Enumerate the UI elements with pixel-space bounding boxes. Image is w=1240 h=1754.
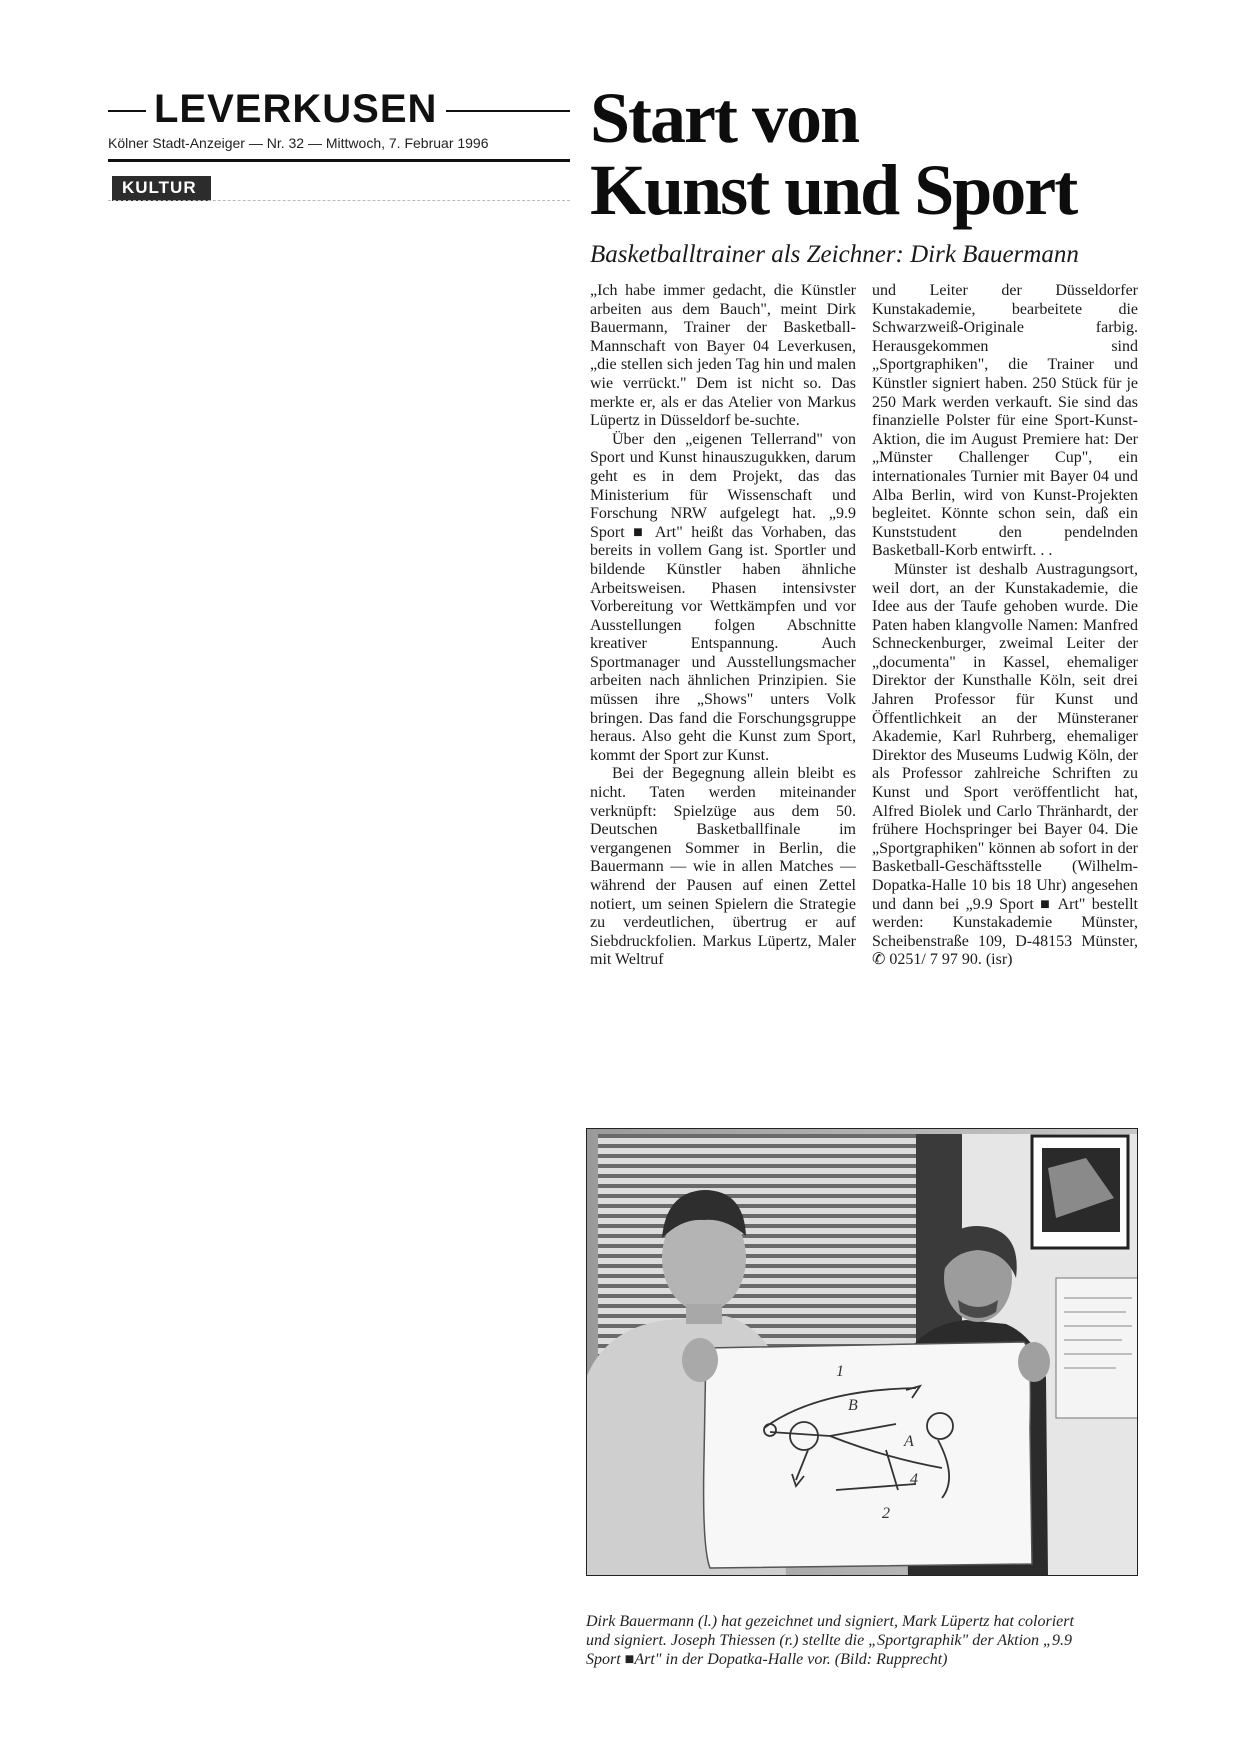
- sketch-label-a: A: [904, 1433, 914, 1450]
- photo-caption: Dirk Bauermann (l.) hat gezeichnet und signiert, Mark Lüpertz hat coloriert und signiert. Joseph Thiessen (r.) stellte die „Sportgraphik" der Aktion „9.9 Sport ■Art" in der Dopatka-Halle vor. (Bild: Rupprecht): [586, 1613, 1074, 1668]
- sketch-label-b: B: [848, 1397, 858, 1414]
- article-photo: [586, 1128, 1138, 1576]
- issue-line: Kölner Stadt-Anzeiger — Nr. 32 — Mittwoch, 7. Februar 1996: [108, 134, 570, 162]
- headline: [590, 78, 1150, 230]
- section-title: LEVERKUSEN: [154, 87, 438, 131]
- photo-halftone-icon: [586, 1128, 1138, 1576]
- section-rule-left: [108, 110, 146, 112]
- rubric-row: [108, 172, 570, 206]
- paragraph: Bei der Begegnung allein bleibt es nicht. Taten werden miteinander verknüpft: Spielzüge aus dem 50. Deutschen Basketballfinale im vergangenen Sommer in Berlin, die Bauermann — wie in allen Matches — während der Pausen auf einen Zettel notiert, um seinen Spielern die Strategie zu verdeutlichen, übertrug er auf Siebdruckfolien. Markus Lüpertz, Maler mit Weltruf: [590, 765, 856, 969]
- paragraph: „Ich habe immer gedacht, die Künstler arbeiten aus dem Bauch", meint Dirk Bauermann, Trainer der Basketball-Mannschaft von Bayer 04 Leverkusen, „die stellen sich jeden Tag hin und malen wie verrückt." Dem ist nicht so. Das merkte er, als er das Atelier von Markus Lüpertz in Düsseldorf be-suchte.: [590, 282, 856, 430]
- section-header: [108, 87, 570, 131]
- article-column-1: [590, 282, 856, 970]
- paragraph: und Leiter der Düsseldorfer Kunstakademie, bearbeitete die Schwarzweiß-Originale farbig. Herausgekommen sind „Sportgraphiken", die Trainer und Künstler signiert haben. 250 Stück für je 250 Mark werden verkauft. Sie sind das finanzielle Polster für eine Sport-Kunst-Aktion, die im August Premiere hat: Der „Münster Challenger Cup", ein internationales Turnier mit Bayer 04 und Alba Berlin, wird von Kunst-Projekten begleitet. Könnte schon sein, daß ein Kunststudent den pendelnden Basketball-Korb entwirft. . .: [872, 282, 1138, 560]
- headline-line-2: Kunst und Sport: [590, 150, 1077, 230]
- headline-line-1: Start von: [590, 78, 858, 158]
- subheadline: Basketballtrainer als Zeichner: Dirk Bauermann: [590, 241, 1079, 268]
- article-column-2: [872, 282, 1138, 970]
- sketch-label-1: 1: [836, 1363, 844, 1380]
- rubric-rule: [108, 200, 570, 201]
- rubric-badge: KULTUR: [112, 176, 211, 201]
- paragraph: Münster ist deshalb Austragungsort, weil dort, an der Kunstakademie, die Idee aus der Taufe gehoben wurde. Die Paten haben klangvolle Namen: Manfred Schneckenburger, zweimal Leiter der „documenta" in Kassel, ehemaliger Direktor der Kunsthalle Köln, seit drei Jahren Professor für Kunst und Öffentlichkeit an der Münsteraner Akademie, Karl Ruhrberg, ehemaliger Direktor des Museums Ludwig Köln, der als Professor zahlreiche Schriften zu Kunst und Sport veröffentlicht hat, Alfred Biolek und Carlo Thränhardt, der frühere Hochspringer bei Bayer 04. Die „Sportgraphiken" können ab sofort in der Basketball-Geschäftsstelle (Wilhelm-Dopatka-Halle 10 bis 18 Uhr) angesehen und dann bei „9.9 Sport ■ Art" bestellt werden: Kunstakademie Münster, Scheibenstraße 109, D-48153 Münster, ✆ 0251/ 7 97 90. (isr): [872, 560, 1138, 969]
- sketch-label-4: 4: [910, 1471, 918, 1488]
- paragraph: Über den „eigenen Tellerrand" von Sport und Kunst hinauszugukken, darum geht es in dem Projekt, das das Ministerium für Wissenschaft und Forschung NRW aufgelegt hat. „9.9 Sport ■ Art" heißt das Vorhaben, das bereits in vollem Gang ist. Sportler und bildende Künstler haben ähnliche Arbeitsweisen. Phasen intensivster Vorbereitung vor Wettkämpfen und vor Ausstellungen folgen Abschnitte kreativer Entspannung. Auch Sportmanager und Ausstellungsmacher arbeiten nach ähnlichen Prinzipien. Sie müssen ihre „Shows" unters Volk bringen. Das fand die Forschungsgruppe heraus. Also geht die Kunst zum Sport, kommt der Sport zur Kunst.: [590, 430, 856, 764]
- section-rule-right: [446, 110, 570, 112]
- sketch-label-2: 2: [882, 1505, 890, 1522]
- masthead: [108, 88, 570, 206]
